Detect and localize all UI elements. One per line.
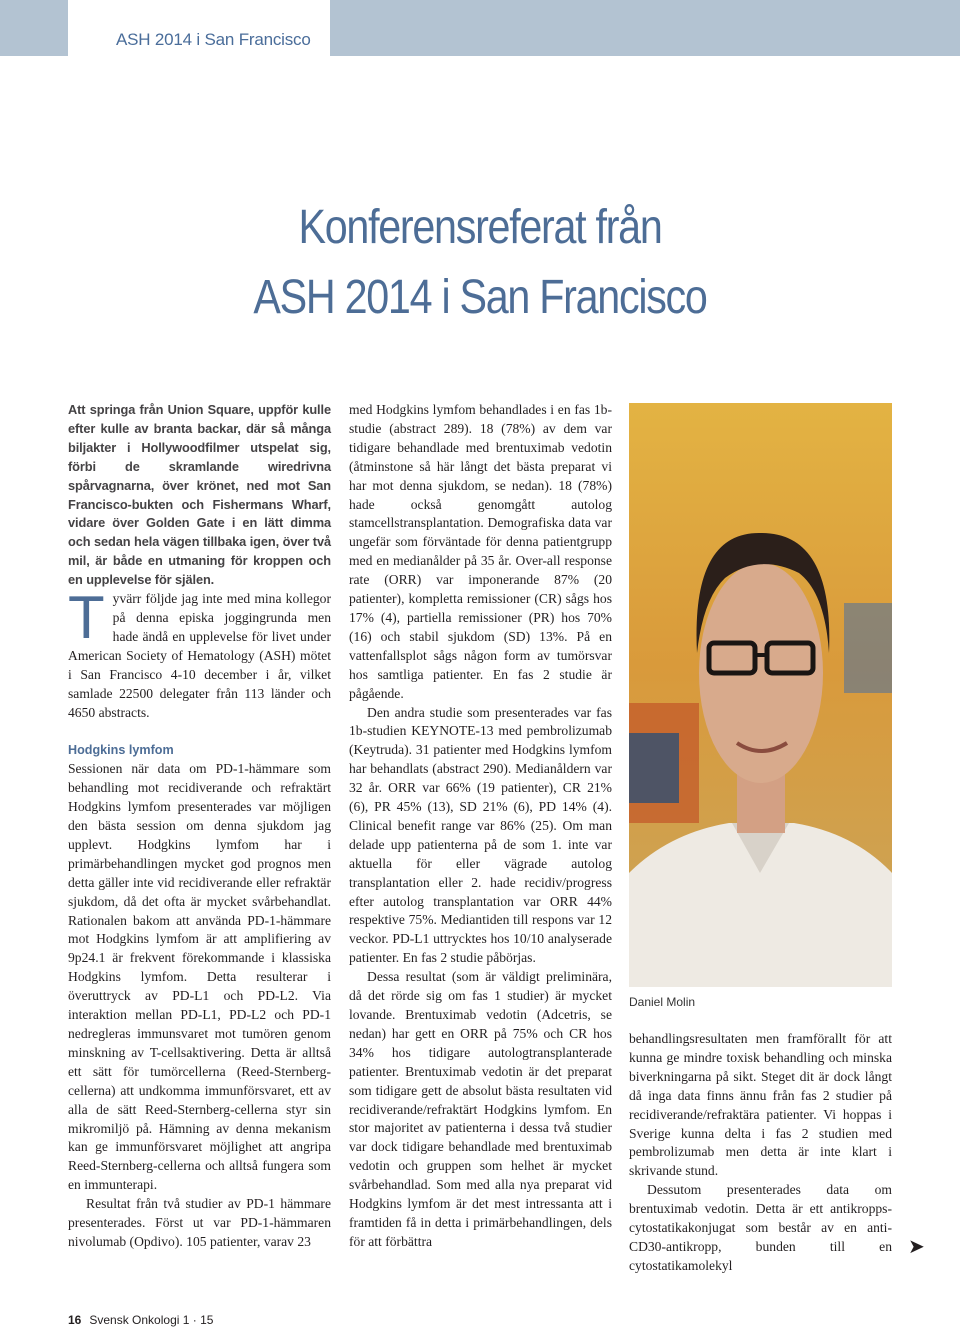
intro-text: yvärr följde jag inte med mina kollegor på denna episka joggingrunda men hade ändå en upplevelse för livet under American Society of Hematology (ASH) mötet i San Francisco 4-10 december i år, vilket samlade 22500 delegater från 113 länder och 4650 abstracts.	[68, 591, 331, 720]
body-paragraph: Sessionen när data om PD-1-hämmare som behandling mot recidiverande och refraktärt Hodgkins lymfom presenterades var möjligen den bästa session om denna sjukdom jag upplevt. Hodgkins lymfom har i primärbehandlingen mycket god prognos men detta gäller inte vid recidiverande eller refraktär sjukdom, då det ofta är mycket svårbehandlat. Rationalen bakom att använda PD-1-hämmare mot Hodgkins lymfom är att amplifiering av 9p24.1 är frekvent förekommande i klassiska Hodgkins lymfom. Detta resulterar i överuttryck av PD-L1 och PD-L2. Via interaktion mellan PD-L1, PD-L2 och PD-1 nedregleras immunsvaret mot tumören genom minskning av T-cellsaktivering. Detta är alltså ett sätt för tumörcellerna (Reed-Sternberg-cellerna) att undkomma immunförsvaret, ett av alla de sätt Reed-Sternberg-cellerna styr sin mikromiljö på. Hämning av denna mekanism kan ge immunförsvaret möjlighet att angripa Reed-Sternberg-cellerna och alltså fungera som en immunterapi.	[68, 761, 331, 1193]
portrait-illustration	[629, 403, 892, 987]
page-footer	[68, 1313, 213, 1327]
portrait-photo	[629, 403, 892, 987]
intro-paragraph	[68, 584, 331, 722]
body-paragraph: behandlingsresultaten men framförallt för att kunna ge mindre toxisk behandling och minska biverkningarna på sikt. Steget dit är dock långt då inga data finns ännu från fas 2 studier på recidiverande/refraktära patienter. Vi hoppas i Sverige kunna delta i fas 2 studien med pembrolizumab men detta är inte klart i skrivande stund.	[629, 1031, 892, 1179]
column-2	[349, 401, 612, 1252]
continue-arrow-icon: ➤	[908, 1234, 925, 1258]
body-paragraph: Dessa resultat (som är väldigt preliminära, då det rörde sig om fas 1 studier) är mycket lovande. Brentuximab vedotin (Adcetris, se nedan) har gett en ORR på 75% och CR hos 34% hos tidigare autologtransplanterade patienter. Brentuximab vedotin är det preparat som tidigare gett de absolut bästa resultaten vid recidiverande/refraktärt Hodgkins lymfom. En stor majoritet av patienterna i dessa två studier var dock tidigare behandlade med brentuximab vedotin och gruppen som helhet är mycket svårbehandlad. Som med alla nya preparat vid Hodgkins lymfom är det mest intressanta att i framtiden få in detta i primärbehandlingen, dels för att förbättra	[349, 969, 612, 1249]
article-title-line-1: Konferensreferat från	[298, 201, 662, 254]
drop-cap: T	[68, 584, 105, 652]
body-paragraph: Resultat från två studier av PD-1 hämmare presenterades. Först ut var PD-1-hämmaren nivolumab (Opdivo). 105 patienter, varav 23	[68, 1196, 331, 1249]
section-heading: Hodgkins lymfom	[68, 743, 174, 758]
body-paragraph: med Hodgkins lymfom behandlades i en fas 1b-studie (abstract 289). 18 (78%) av dem var tidigare behandlade med brentuximab vedotin (åtminstone så här långt det bästa preparat vi har mot denna sjukdom, se nedan). 18 (78%) hade också genomgått autolog stamcellstransplantation. Demografiska data var ungefär som förväntade för denna patientgrupp med en medianålder på 35 år. Over-all response rate (ORR) var imponerande 87% (20 patienter), kompletta remissioner (CR) sågs hos 17% (4), partiella remissioner (PR) hos 70% (16) och stabil sjukdom (SD) 13%. På en vattenfallsplot sågs någon form av tumörsvar hos samtliga patienter. En fas 2 studie är pågående.	[349, 402, 612, 701]
article-title-line-2: ASH 2014 i San Francisco	[253, 271, 707, 324]
column-1	[68, 401, 331, 1252]
column-3	[629, 1030, 892, 1276]
section-tab-label: ASH 2014 i San Francisco	[116, 30, 311, 49]
photo-caption: Daniel Molin	[629, 995, 696, 1009]
section-tab	[68, 0, 330, 70]
body-paragraph: Dessutom presenterades data om brentuximab vedotin. Detta är ett antikropps-cytostatikakonjugat som består av en anti-CD30-antikropp, bunden till en cytostatikamolekyl	[629, 1182, 892, 1273]
page-number: 16	[68, 1313, 82, 1327]
lead-paragraph: Att springa från Union Square, uppför kulle efter kulle av branta backar, där så många biljakter i Hollywoodfilmer utspelat sig, förbi de skramlande wiredrivna spårvagnarna, över krönet, ned mot San Francisco-bukten och Fishermans Wharf, vidare över Golden Gate i en lätt dimma och sedan hela vägen tillbaka igen, över två mil, är både en utmaning för kroppen och en upplevelse för själen.	[68, 402, 331, 588]
journal-name: Svensk Onkologi 1 · 15	[89, 1313, 214, 1327]
body-paragraph: Den andra studie som presenterades var fas 1b-studien KEYNOTE-13 med pembrolizumab (Keytruda). 31 patienter med Hodgkins lymfom har behandlats (abstract 290). Medianåldern var 32 år. ORR var 66% (19 patienter), CR 21% (6), PR 45% (13), SD 21% (6), PD 14% (4). Clinical benefit range var 86% (25). Om man delade upp patienterna på de som 1. inte var aktuella för eller vägrade autolog transplantation eller 2. hade recidiv/progress efter autolog transplantation var ORR 44% respektive 75%. Mediantiden till respons var 12 veckor. PD-L1 uttrycktes hos 10/10 analyserade patienter. En fas 2 studie påbörjas.	[349, 704, 612, 966]
